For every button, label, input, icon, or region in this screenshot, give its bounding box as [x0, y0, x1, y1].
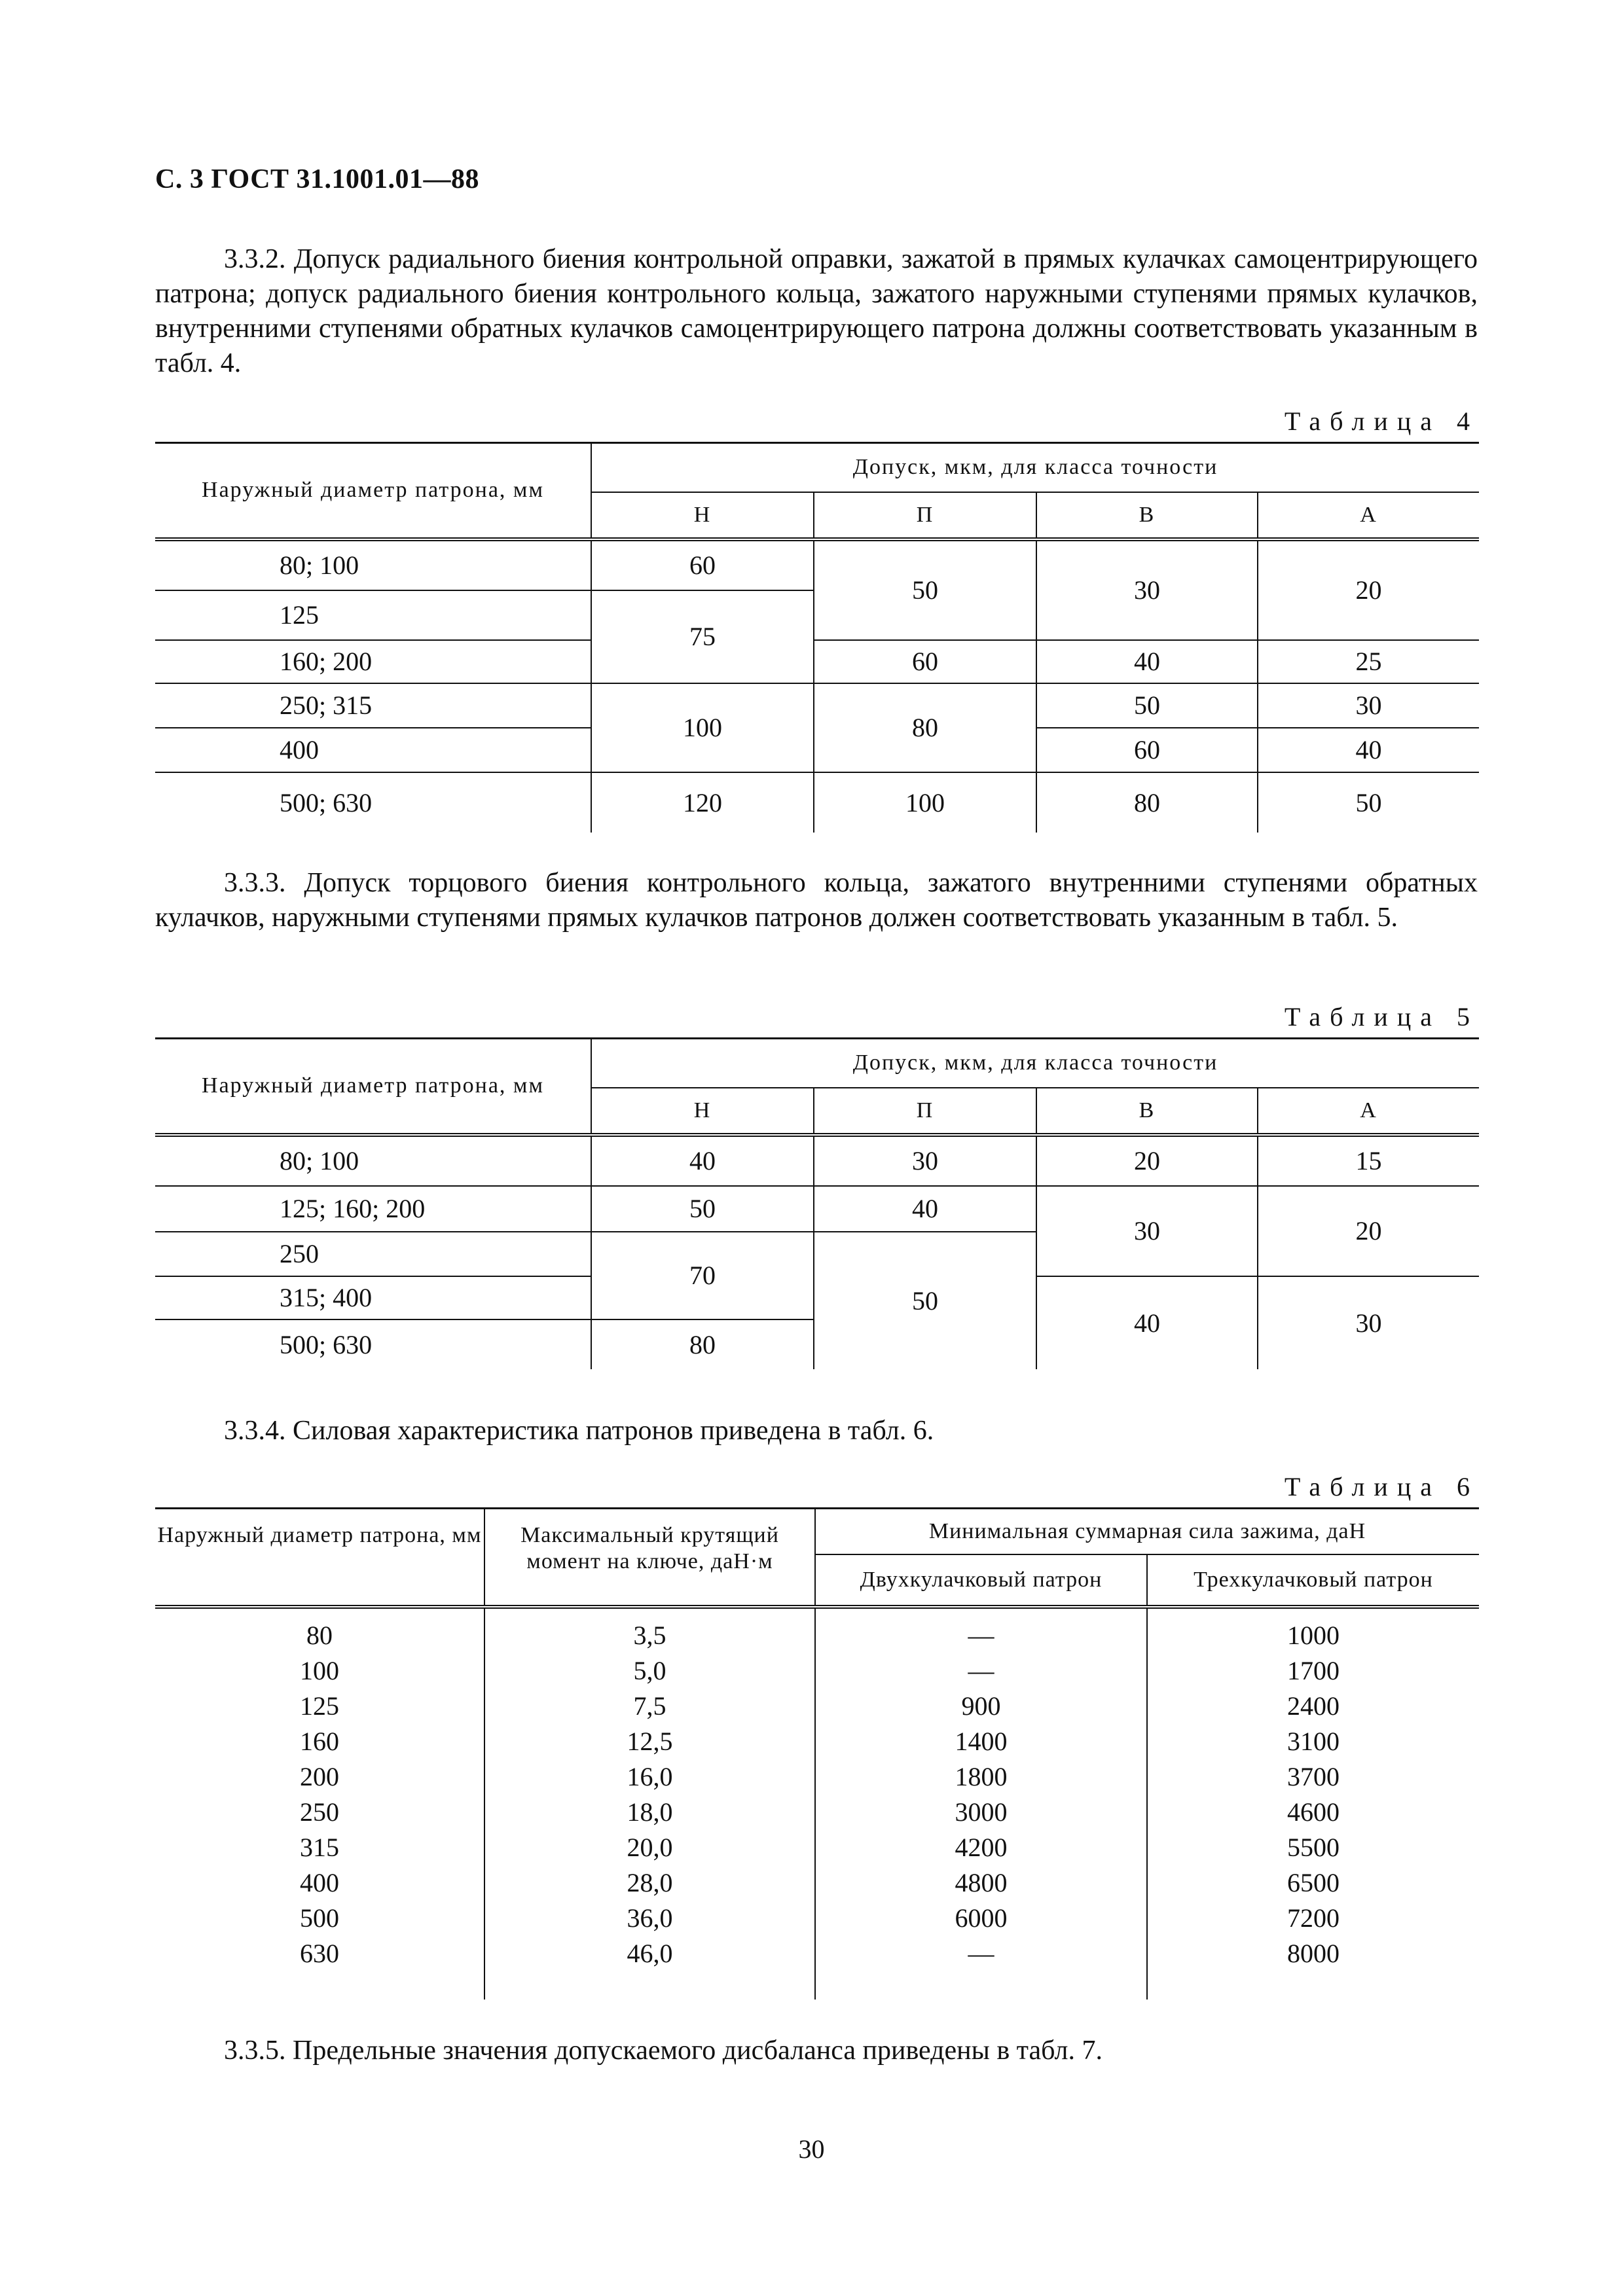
table-6-cell: — [968, 1620, 994, 1650]
table-4-group-header: Допуск, мкм, для класса точности [591, 443, 1479, 492]
table-6-col-two-jaw: Двухкулачковый патрон [815, 1554, 1147, 1607]
table-6-two-jaw-column [815, 1607, 1147, 2000]
table-6-cell: 500 [300, 1903, 339, 1933]
table-4-cell: 75 [591, 590, 814, 683]
table-6-cell: 20,0 [627, 1832, 673, 1862]
page-number: 30 [798, 2134, 825, 2164]
table-6 [155, 1507, 1479, 2000]
table-4-cell: 500; 630 [155, 772, 591, 833]
table-5-cell: 30 [1036, 1186, 1258, 1276]
table-4-cell: 250; 315 [155, 683, 591, 728]
table-4-class-v: В [1036, 492, 1258, 539]
table-5-class-p: П [814, 1088, 1036, 1135]
table-5-cell: 20 [1036, 1135, 1258, 1186]
table-5-cell: 40 [814, 1186, 1036, 1232]
table-4-cell: 40 [1036, 640, 1258, 683]
table-5-cell: 500; 630 [155, 1319, 591, 1369]
table-4-col-diameter: Наружный диаметр патрона, мм [155, 443, 591, 539]
table-4-cell: 25 [1258, 640, 1479, 683]
table-4-cell: 50 [1258, 772, 1479, 833]
table-4-cell: 120 [591, 772, 814, 833]
table-4-cell: 20 [1258, 539, 1479, 640]
table-6-col-torque: Максимальный крутящий момент на ключе, даН·м [484, 1509, 815, 1607]
paragraph-3-3-3: 3.3.3. Допуск торцового биения контрольного кольца, зажатого внутренними ступенями обратных кулачков, наружными ступенями прямых кулачков патронов должен соответствовать указанным в табл. 5. [155, 868, 1478, 933]
table-5 [155, 1037, 1479, 1369]
paragraph-3-3-2: 3.3.2. Допуск радиального биения контрольной оправки, зажатой в прямых кулачках самоцентрирующего патрона; допуск радиального биения контрольного кольца, зажатого наружными ступенями прямых кулачков, внутренними ступенями обратных кулачков самоцентрирующего патрона должны соответствовать указанным в табл. 4. [155, 244, 1478, 378]
table-6-cell: 400 [300, 1867, 339, 1897]
table-6-cell: 1700 [1287, 1655, 1340, 1685]
table-5-cell: 250 [155, 1232, 591, 1276]
table-4-cell: 60 [814, 640, 1036, 683]
table-5-cell: 40 [591, 1135, 814, 1186]
table-6-cell: 125 [300, 1691, 339, 1721]
table-4-cell: 80 [1036, 772, 1258, 833]
table-5-cell: 40 [1036, 1276, 1258, 1369]
table-6-cell: 160 [300, 1726, 339, 1756]
table-5-cell: 50 [814, 1232, 1036, 1369]
table-4-cell: 100 [591, 683, 814, 772]
table-5-cell: 80; 100 [155, 1135, 591, 1186]
table-6-col-three-jaw: Трехкулачковый патрон [1147, 1554, 1479, 1607]
table-6-cell: — [968, 1655, 994, 1685]
table-6-cell: 200 [300, 1761, 339, 1791]
table-4-class-h: Н [591, 492, 814, 539]
paragraph-3-3-4: 3.3.4. Силовая характеристика патронов приведена в табл. 6. [224, 1416, 934, 1446]
table-6-cell: 12,5 [627, 1726, 673, 1756]
table-6-group-header: Минимальная суммарная сила зажима, даН [815, 1509, 1479, 1554]
table-5-col-diameter: Наружный диаметр патрона, мм [155, 1039, 591, 1135]
table-6-cell: 100 [300, 1655, 339, 1685]
table-6-cell: 8000 [1287, 1938, 1340, 1968]
table-5-cell: 80 [591, 1319, 814, 1369]
table-6-three-jaw-column [1147, 1607, 1479, 2000]
table-6-cell: 3000 [955, 1797, 1008, 1827]
paragraph-3-3-5: 3.3.5. Предельные значения допускаемого дисбаланса приведены в табл. 7. [224, 2036, 1103, 2066]
table-6-cell: 3,5 [633, 1620, 666, 1650]
table-6-cell: 6500 [1287, 1867, 1340, 1897]
table-6-cell: 6000 [955, 1903, 1008, 1933]
table-6-cell: 630 [300, 1938, 339, 1968]
table-5-group-header: Допуск, мкм, для класса точности [591, 1039, 1479, 1088]
table-5-cell: 20 [1258, 1186, 1479, 1276]
table-6-cell: 3700 [1287, 1761, 1340, 1791]
table-6-cell: 46,0 [627, 1938, 673, 1968]
table-6-cell: 7,5 [633, 1691, 666, 1721]
table-6-cell: 315 [300, 1832, 339, 1862]
table-5-cell: 30 [814, 1135, 1036, 1186]
table-6-cell: 28,0 [627, 1867, 673, 1897]
table-4-cell: 60 [1036, 728, 1258, 772]
table-4-cell: 30 [1036, 539, 1258, 640]
table-5-class-a: А [1258, 1088, 1479, 1135]
table-4-cell: 40 [1258, 728, 1479, 772]
table-6-cell: 16,0 [627, 1761, 673, 1791]
table-6-cell: 18,0 [627, 1797, 673, 1827]
table-6-cell: 5,0 [633, 1655, 666, 1685]
table-6-col-diameter: Наружный диаметр патрона, мм [155, 1509, 484, 1607]
table-5-class-h: Н [591, 1088, 814, 1135]
table-5-class-v: В [1036, 1088, 1258, 1135]
table-6-cell: 4600 [1287, 1797, 1340, 1827]
table-4 [155, 442, 1479, 833]
table-4-cell: 60 [591, 539, 814, 590]
table-4-cell: 100 [814, 772, 1036, 833]
page-header: С. 3 ГОСТ 31.1001.01—88 [155, 164, 480, 194]
table-6-cell: 3100 [1287, 1726, 1340, 1756]
table-4-caption: Таблица 4 [1284, 406, 1479, 436]
table-4-cell: 125 [155, 590, 591, 640]
table-6-caption: Таблица 6 [1284, 1472, 1479, 1501]
table-6-cell: 5500 [1287, 1832, 1340, 1862]
table-4-cell: 50 [1036, 683, 1258, 728]
table-6-diameter-column [155, 1607, 484, 2000]
table-4-cell: 80 [814, 683, 1036, 772]
table-4-cell: 30 [1258, 683, 1479, 728]
table-5-caption: Таблица 5 [1284, 1002, 1479, 1031]
table-5-cell: 30 [1258, 1276, 1479, 1369]
table-5-cell: 125; 160; 200 [155, 1186, 591, 1232]
table-5-cell: 50 [591, 1186, 814, 1232]
table-6-cell: — [968, 1938, 994, 1968]
table-6-cell: 7200 [1287, 1903, 1340, 1933]
table-4-cell: 50 [814, 539, 1036, 640]
table-6-cell: 1400 [955, 1726, 1008, 1756]
table-6-cell: 1800 [955, 1761, 1008, 1791]
table-4-class-p: П [814, 492, 1036, 539]
table-6-torque-column [484, 1607, 815, 2000]
table-6-cell: 2400 [1287, 1691, 1340, 1721]
table-4-class-a: А [1258, 492, 1479, 539]
table-5-cell: 15 [1258, 1135, 1479, 1186]
table-4-cell: 400 [155, 728, 591, 772]
table-6-cell: 900 [961, 1691, 1001, 1721]
table-6-cell: 1000 [1287, 1620, 1340, 1650]
table-5-cell: 70 [591, 1232, 814, 1319]
table-5-cell: 315; 400 [155, 1276, 591, 1319]
table-6-cell: 80 [306, 1620, 333, 1650]
table-6-cell: 250 [300, 1797, 339, 1827]
table-6-cell: 36,0 [627, 1903, 673, 1933]
table-6-cell: 4800 [955, 1867, 1008, 1897]
table-4-cell: 80; 100 [155, 539, 591, 590]
table-6-cell: 4200 [955, 1832, 1008, 1862]
table-4-cell: 160; 200 [155, 640, 591, 683]
